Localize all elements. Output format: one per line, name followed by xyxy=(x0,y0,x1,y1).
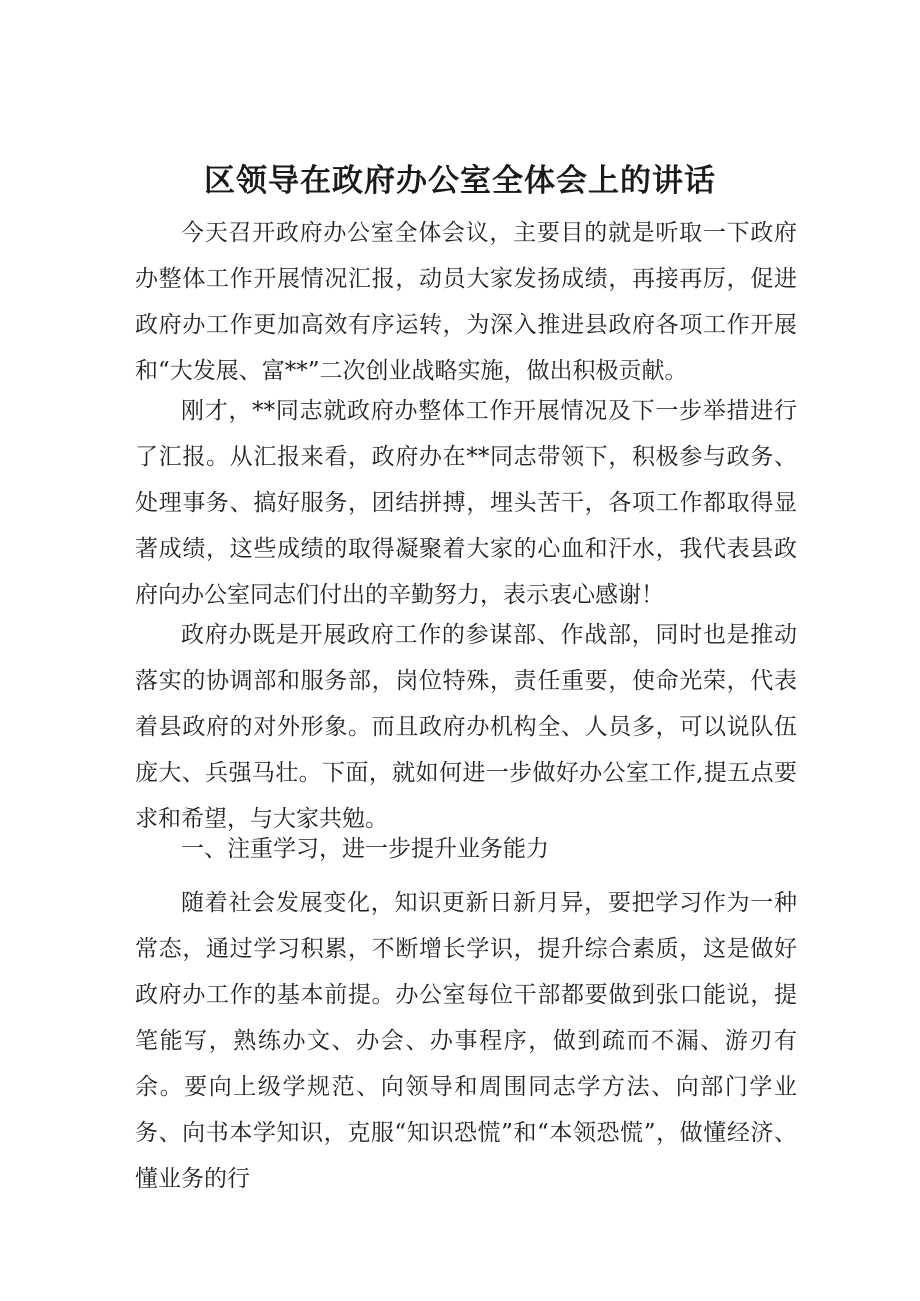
paragraph-report-review: 刚才，**同志就政府办整体工作开展情况及下一步举措进行了汇报。从汇报来看，政府办在**同志带领下，积极参与政务、处理事务、搞好服务，团结拼搏，埋头苦干，各项工作都取得显著成绩，这些成绩的取得凝聚着大家的心血和汗水，我代表县政府向办公室同志们付出的辛勤努力，表示衷心感谢！ xyxy=(135,398,797,608)
section-heading-1: 一、注重学习，进一步提升业务能力 xyxy=(181,836,549,862)
paragraph-office-role: 政府办既是开展政府工作的参谋部、作战部，同时也是推动落实的协调部和服务部，岗位特殊，责任重要，使命光荣，代表着县政府的对外形象。而且政府办机构全、人员多，可以说队伍庞大、兵强马壮。下面，就如何进一步做好办公室工作,提五点要求和希望，与大家共勉。 xyxy=(135,622,797,832)
document-title: 区领导在政府办公室全体会上的讲话 xyxy=(204,163,716,199)
paragraph-opening: 今天召开政府办公室全体会议，主要目的就是听取一下政府办整体工作开展情况汇报，动员大家发扬成绩，再接再厉，促进政府办工作更加高效有序运转，为深入推进县政府各项工作开展和“大发展、富**”二次创业战略实施，做出积极贡献。 xyxy=(135,220,797,384)
paragraph-learning: 随着社会发展变化，知识更新日新月异，要把学习作为一种常态，通过学习积累，不断增长学识，提升综合素质，这是做好政府办工作的基本前提。办公室每位干部都要做到张口能说，提笔能写，熟练办文、办会、办事程序，做到疏而不漏、游刃有余。要向上级学规范、向领导和周围同志学方法、向部门学业务、向书本学知识，克服“知识恐慌”和“本领恐慌”，做懂经济、懂业务的行 xyxy=(135,890,797,1192)
